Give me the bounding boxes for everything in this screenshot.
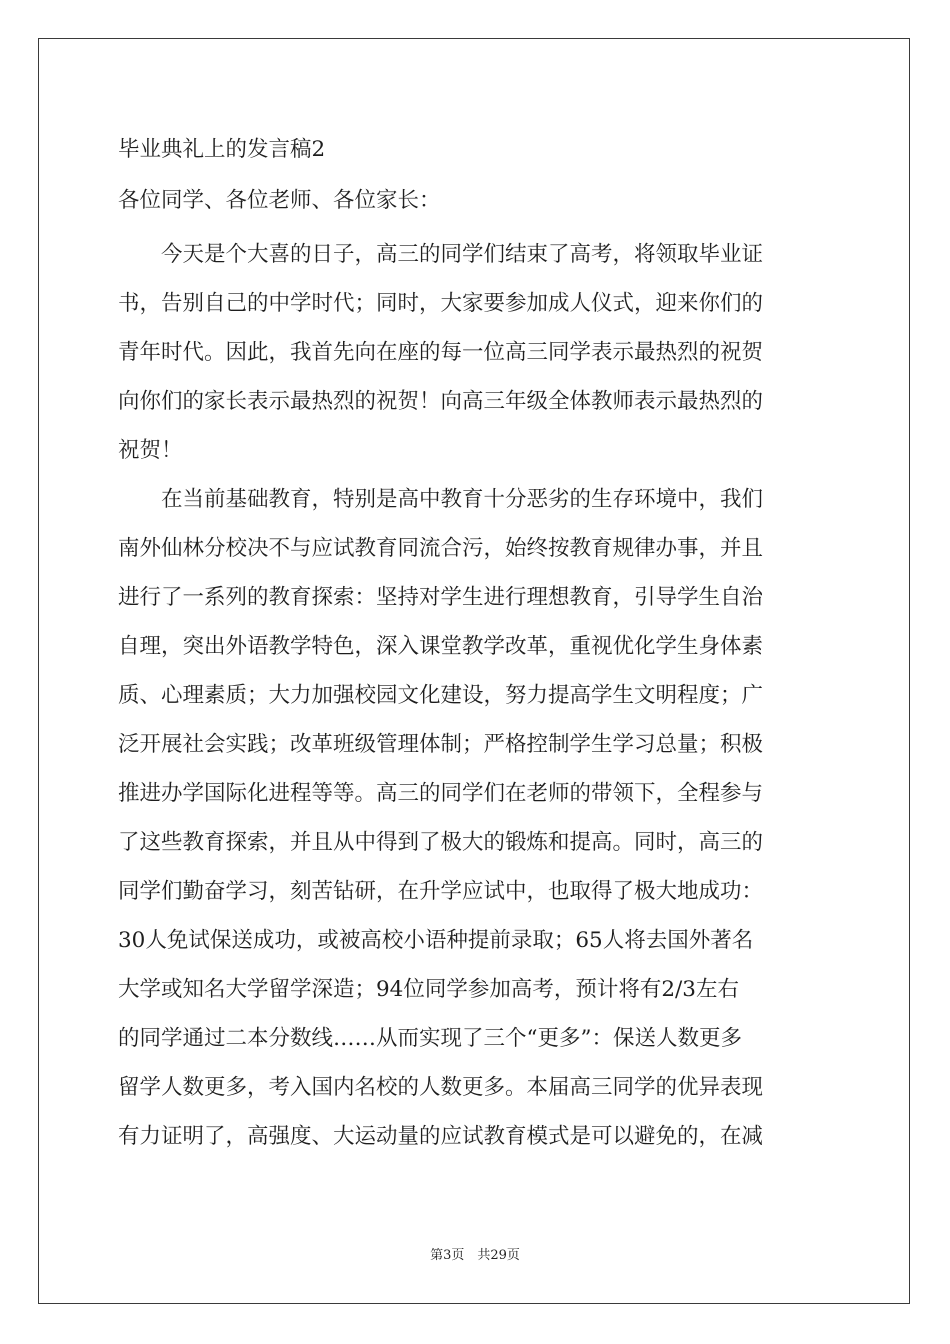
document-body — [118, 128, 838, 1161]
paragraph-line: 在当前基础教育，特别是高中教育十分恶劣的生存环境中，我们 — [118, 487, 764, 512]
paragraph-line: 泛开展社会实践；改革班级管理体制；严格控制学生学习总量；积极 — [118, 732, 764, 757]
paragraph-line: 质、心理素质；大力加强校园文化建设，努力提高学生文明程度；广 — [118, 683, 764, 708]
paragraph-line: 留学人数更多，考入国内名校的人数更多。本届高三同学的优异表现 — [118, 1075, 764, 1100]
paragraph-line: 30人免试保送成功，或被高校小语种提前录取；65人将去国外著名 — [118, 928, 754, 953]
page-footer: 第3页 共29页 — [430, 1248, 520, 1263]
paragraph-line: 青年时代。因此，我首先向在座的每一位高三同学表示最热烈的祝贺 — [118, 340, 764, 365]
paragraph-line: 祝贺！ — [118, 438, 183, 463]
paragraph-line: 大学或知名大学留学深造；94位同学参加高考，预计将有2/3左右 — [118, 977, 739, 1002]
paragraph-line: 南外仙林分校决不与应试教育同流合污，始终按教育规律办事，并且 — [118, 536, 764, 561]
paragraph-2 — [118, 475, 838, 1161]
paragraph-line: 书，告别自己的中学时代；同时，大家要参加成人仪式，迎来你们的 — [118, 291, 764, 316]
paragraph-line: 同学们勤奋学习，刻苦钻研，在升学应试中，也取得了极大地成功： — [118, 879, 764, 904]
paragraph-line: 向你们的家长表示最热烈的祝贺！向高三年级全体教师表示最热烈的 — [118, 389, 764, 414]
paragraph-1 — [118, 230, 838, 475]
salutation: 各位同学、各位老师、各位家长： — [118, 188, 441, 213]
paragraph-line: 的同学通过二本分数线……从而实现了三个“更多”：保送人数更多 — [118, 1026, 742, 1051]
paragraph-line: 进行了一系列的教育探索：坚持对学生进行理想教育，引导学生自治 — [118, 585, 764, 610]
document-title: 毕业典礼上的发言稿2 — [118, 137, 326, 162]
paragraph-line: 推进办学国际化进程等等。高三的同学们在老师的带领下，全程参与 — [118, 781, 764, 806]
paragraph-line: 了这些教育探索，并且从中得到了极大的锻炼和提高。同时，高三的 — [118, 830, 764, 855]
paragraph-line: 自理，突出外语教学特色，深入课堂教学改革，重视优化学生身体素 — [118, 634, 764, 659]
paragraph-line: 今天是个大喜的日子，高三的同学们结束了高考，将领取毕业证 — [118, 242, 764, 267]
paragraph-line: 有力证明了，高强度、大运动量的应试教育模式是可以避免的，在减 — [118, 1124, 764, 1149]
